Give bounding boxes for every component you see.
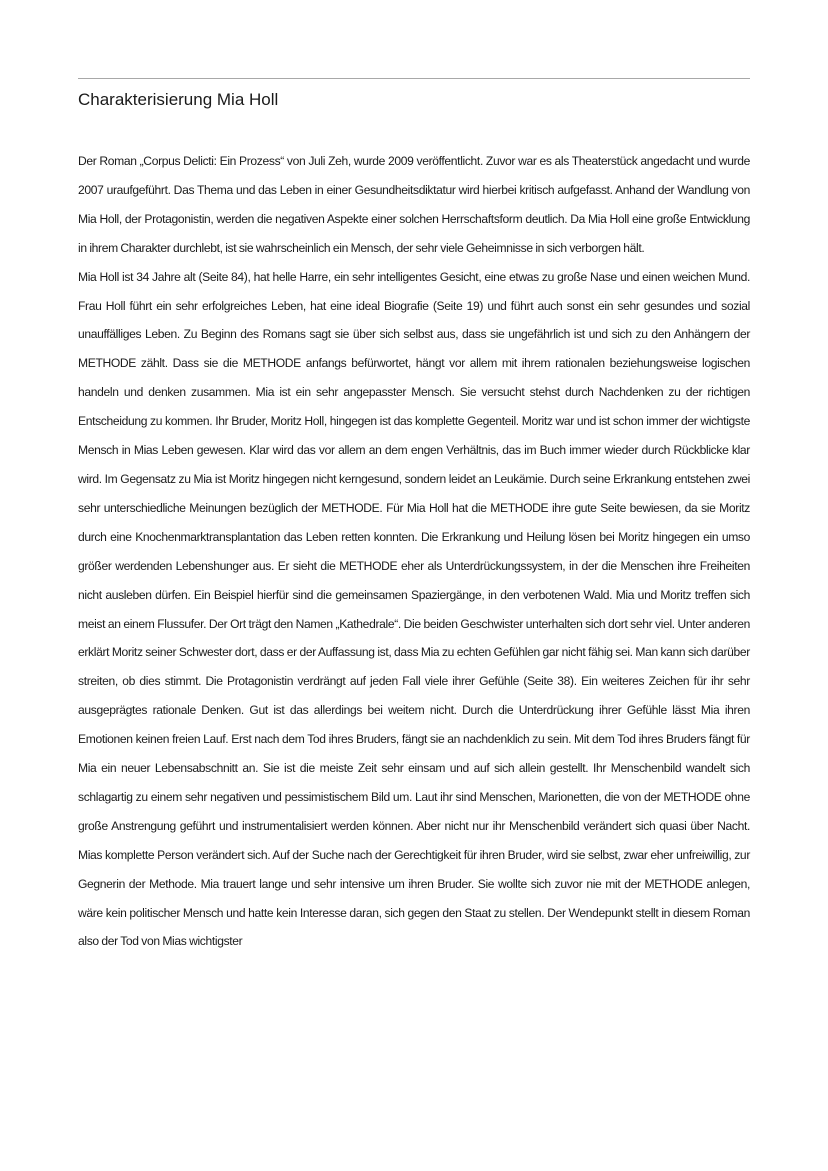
paragraph-intro: Der Roman „Corpus Delicti: Ein Prozess“ von Juli Zeh, wurde 2009 veröffentlicht. Zuvor war es als Theaterstück angedacht und wurde 2007 uraufgeführt. Das Thema und das Leben in einer Gesundheitsdiktatur wird hierbei kritisch aufgefasst. Anhand der Wandlung von Mia Holl, der Protagonistin, werden die negativen Aspekte einer solchen Herrschaftsform deutlich. Da Mia Holl eine große Entwicklung in ihrem Charakter durchlebt, ist sie wahrscheinlich ein Mensch, der sehr viele Geheimnisse in sich verborgen hält.	[78, 154, 750, 255]
paragraph-characterization: Mia Holl ist 34 Jahre alt (Seite 84), hat helle Harre, ein sehr intelligentes Gesicht, eine etwas zu große Nase und einen weichen Mund. Frau Holl führt ein sehr erfolgreiches Leben, hat eine ideal Biografie (Seite 19) und führt auch sonst ein sehr gesundes und sozial unauffälliges Leben. Zu Beginn des Romans sagt sie über sich selbst aus, dass sie ungefährlich ist und sich zu den Anhängern der METHODE zählt. Dass sie die METHODE anfangs befürwortet, hängt vor allem mit ihrem rationalen beziehungsweise logischen handeln und denken zusammen. Mia ist ein sehr angepasster Mensch. Sie versucht stehst durch Nachdenken zu der richtigen Entscheidung zu kommen. Ihr Bruder, Moritz Holl, hingegen ist das komplette Gegenteil. Moritz war und ist schon immer der wichtigste Mensch in Mias Leben gewesen. Klar wird das vor allem an dem engen Verhältnis, das im Buch immer wieder durch Rückblicke klar wird. Im Gegensatz zu Mia ist Moritz hingegen nicht kerngesund, sondern leidet an Leukämie. Durch seine Erkrankung entstehen zwei sehr unterschiedliche Meinungen bezüglich der METHODE. Für Mia Holl hat die METHODE ihre gute Seite bewiesen, da sie Moritz durch eine Knochenmarktransplantation das Leben retten konnten. Die Erkrankung und Heilung lösen bei Moritz hingegen ein umso größer werdenden Lebenshunger aus. Er sieht die METHODE eher als Unterdrückungssystem, in der die Menschen ihre Freiheiten nicht ausleben dürfen. Ein Beispiel hierfür sind die gemeinsamen Spaziergänge, in den verbotenen Wald. Mia und Moritz treffen sich meist an einem Flussufer. Der Ort trägt den Namen „Kathedrale“. Die beiden Geschwister unterhalten sich dort sehr viel. Unter anderen erklärt Moritz seiner Schwester dort, dass er der Auffassung ist, dass Mia zu echten Gefühlen gar nicht fähig sei. Man kann sich darüber streiten, ob dies stimmt. Die Protagonistin verdrängt auf jeden Fall viele ihrer Gefühle (Seite 38). Ein weiteres Zeichen für ihr sehr ausgeprägtes rationale Denken. Gut ist das allerdings bei weitem nicht. Durch die Unterdrückung ihrer Gefühle lässt Mia ihren Emotionen keinen freien Lauf. Erst nach dem Tod ihres Bruders, fängt sie an nachdenklich zu sein. Mit dem Tod ihres Bruders fängt für Mia ein neuer Lebensabschnitt an. Sie ist die meiste Zeit sehr einsam und auf sich allein gestellt. Ihr Menschenbild wandelt sich schlagartig zu einem sehr negativen und pessimistischem Bild um. Laut ihr sind Menschen, Marionetten, die von der METHODE ohne große Anstrengung geführt und instrumentalisiert werden können. Aber nicht nur ihr Menschenbild verändert sich quasi über Nacht. Mias komplette Person verändert sich. Auf der Suche nach der Gerechtigkeit für ihren Bruder, wird sie selbst, zwar eher unfreiwillig, zur Gegnerin der Methode. Mia trauert lange und sehr intensive um ihren Bruder. Sie wollte sich zuvor nie mit der METHODE anlegen, wäre kein politischer Mensch und hatte kein Interesse daran, sich gegen den Staat zu stellen. Der Wendepunkt stellt in diesem Roman also der Tod von Mias wichtigster	[78, 269, 750, 949]
document-body	[78, 147, 750, 956]
header-rule	[78, 78, 750, 79]
document-title: Charakterisierung Mia Holl	[78, 90, 279, 109]
document-page	[78, 78, 750, 956]
